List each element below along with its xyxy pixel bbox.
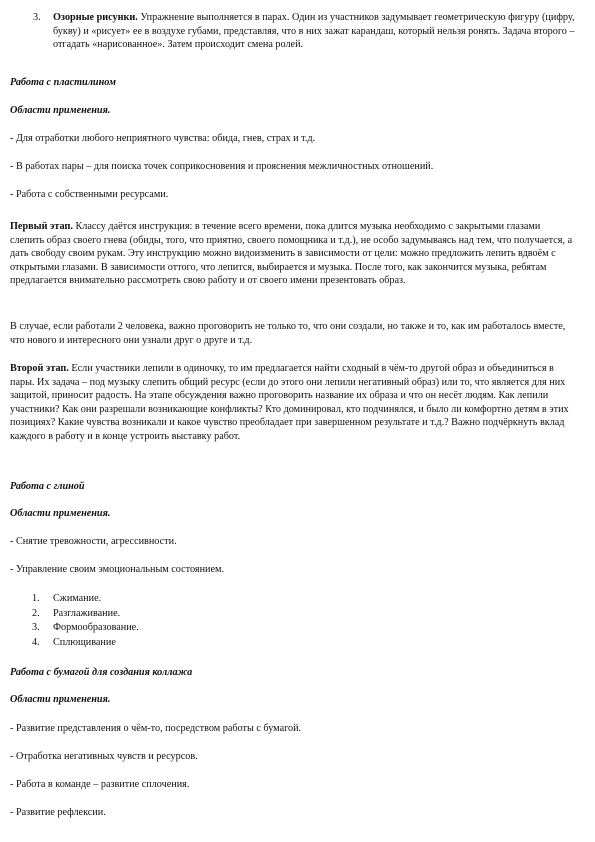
pair-note-paragraph: В случае, если работали 2 человека, важно проговорить не только то, что они создали, но также и то, как им работалось вместе, что нового и интересного они узнали друг о друге и т.д.: [10, 321, 566, 346]
stage-1-paragraph: [10, 220, 575, 288]
paper-heading: Работа с бумагой для создания коллажа: [10, 667, 193, 678]
plasticine-area-item: - Работа с собственными ресурсами.: [10, 189, 169, 200]
stage-2-title: Второй этап.: [10, 363, 69, 374]
paper-areas-heading: Области применения.: [10, 694, 111, 705]
item-3-title: Озорные рисунки.: [53, 12, 138, 23]
plasticine-area-item: - В работах пары – для поиска точек соприкосновения и прояснения межличностных отношений.: [10, 161, 434, 172]
stage-2-text: Если участники лепили в одиночку, то им предлагается найти сходный в чём-то другой образ и объединиться в пары. Их задача – под музыку слепить общий ресурс (если до этого они лепили негативный образ) или то, что является для них защитой, приносит радость. На этапе обсуждения важно проговорить название их образа и что он несёт людям. Как лепили участники? Как они разрешали возникающие конфликты? Кто доминировал, кто подчинялся, и было ли комфортно детям в этих позициях? Какие чувства возникали и какое чувство преобладает при завершенном результате и т.д.? Важно подчёркнуть вклад каждого в работу и в конце устроить выставку работ.: [10, 363, 569, 442]
paper-area-item: - Работа в команде – развитие сплочения.: [10, 779, 190, 790]
stage-1-title: Первый этап.: [10, 221, 73, 232]
plasticine-heading: Работа с пластилином: [10, 77, 116, 88]
paper-area-item: - Развитие представления о чём-то, посредством работы с бумагой.: [10, 723, 302, 734]
plasticine-areas-heading: Области применения.: [10, 105, 111, 116]
stage-2-paragraph: [10, 362, 575, 444]
clay-heading: Работа с глиной: [10, 481, 85, 492]
clay-areas-heading: Области применения.: [10, 508, 111, 519]
list-item: 3. Формообразование.: [32, 622, 139, 634]
list-item: 1. Сжимание.: [32, 593, 102, 604]
clay-area-item: - Управление своим эмоциональным состоянием.: [10, 564, 224, 575]
clay-steps-list: [32, 592, 139, 650]
list-item: 4. Сплющивание: [32, 636, 116, 648]
item-3-text: Упражнение выполняется в парах. Один из участников задумывает геометрическую фигуру (цифру, букву) и «рисует» ее в воздухе губами, представляя, что в них зажат карандаш, который нельзя ронять. Задача второго – отгадать «нарисованное». Затем происходит смена ролей.: [53, 12, 575, 51]
plasticine-area-item: - Для отработки любого неприятного чувства: обида, гнев, страх и т.д.: [10, 133, 316, 144]
item-3-paragraph: [33, 11, 575, 52]
list-item: 2. Разглаживание.: [32, 607, 121, 619]
clay-area-item: - Снятие тревожности, агрессивности.: [10, 536, 177, 547]
item-3-number: 3.: [33, 12, 41, 23]
stage-1-text: Классу даётся инструкция: в течение всего времени, пока длится музыка необходимо с закрытыми глазами слепить образ своего гнева (обиды, того, что приятно, своего помощника и т.д.), не особо задумываясь над тем, что получается, а дать свободу своим рукам. Эту инструкцию можно видоизменить в зависимости от цели: можно предложить лепить вдвоём с открытыми глазами. В зависимости оттого, что лепится, выбирается и музыка. После того, как закончится музыка, ребятам предлагается внимательно рассмотреть свою работу и от своего имени презентовать образ.: [10, 221, 573, 287]
paper-area-item: - Отработка негативных чувств и ресурсов.: [10, 751, 198, 762]
paper-area-item: - Развитие рефлексии.: [10, 807, 106, 818]
